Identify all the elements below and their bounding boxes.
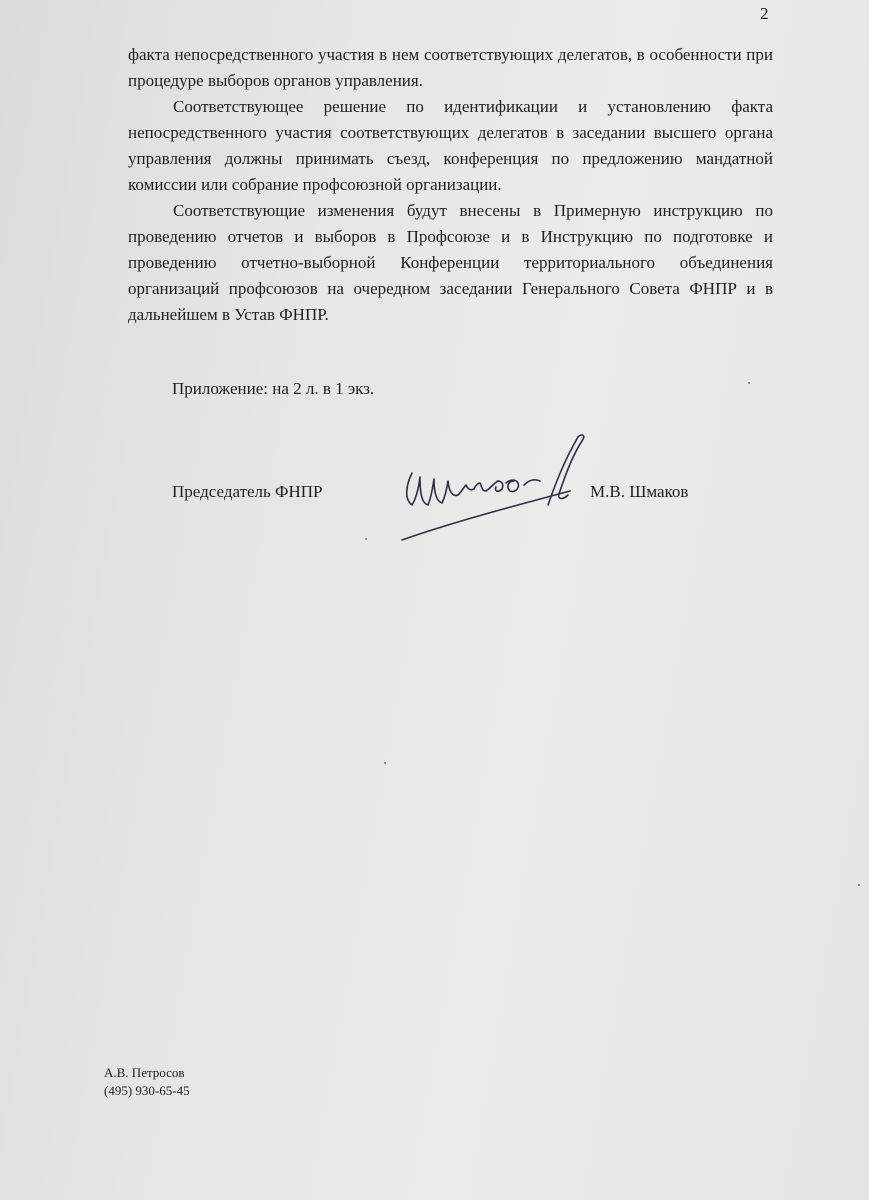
attachment-note: Приложение: на 2 л. в 1 экз. [172, 379, 375, 398]
signer-name: М.В. Шмаков [590, 482, 689, 501]
executor-name: А.В. Петросов [104, 1065, 185, 1080]
handwritten-signature [390, 425, 600, 550]
paragraph-decision: Соответствующее решение по идентификации и установлению факта непосредственного участия соответствующих делегатов в заседании высшего органа управления должны принимать съезд, конференция по предложению мандатной комиссии или собрание профсоюзной организации. [128, 97, 773, 194]
paper-speck [365, 538, 367, 540]
executor-phone: (495) 930-65-45 [104, 1083, 190, 1098]
paper-speck [748, 382, 750, 384]
page-number: 2 [760, 4, 769, 23]
signer-title: Председатель ФНПР [172, 482, 323, 501]
paper-speck [384, 762, 386, 764]
paper-speck [858, 884, 860, 886]
letter-body [128, 42, 773, 328]
paragraph-changes: Соответствующие изменения будут внесены в Примерную инструкцию по проведению отчетов и выборов в Профсоюзе и в Инструкцию по подготовке и проведению отчетно-выборной Конференции территориального объединения организаций профсоюзов на очередном заседании Генерального Совета ФНПР и в дальнейшем в Устав ФНПР. [128, 201, 773, 324]
paragraph-continuation: факта непосредственного участия в нем соответствующих делегатов, в особенности при процедуре выборов органов управления. [128, 45, 773, 90]
executor-info [104, 1064, 190, 1100]
